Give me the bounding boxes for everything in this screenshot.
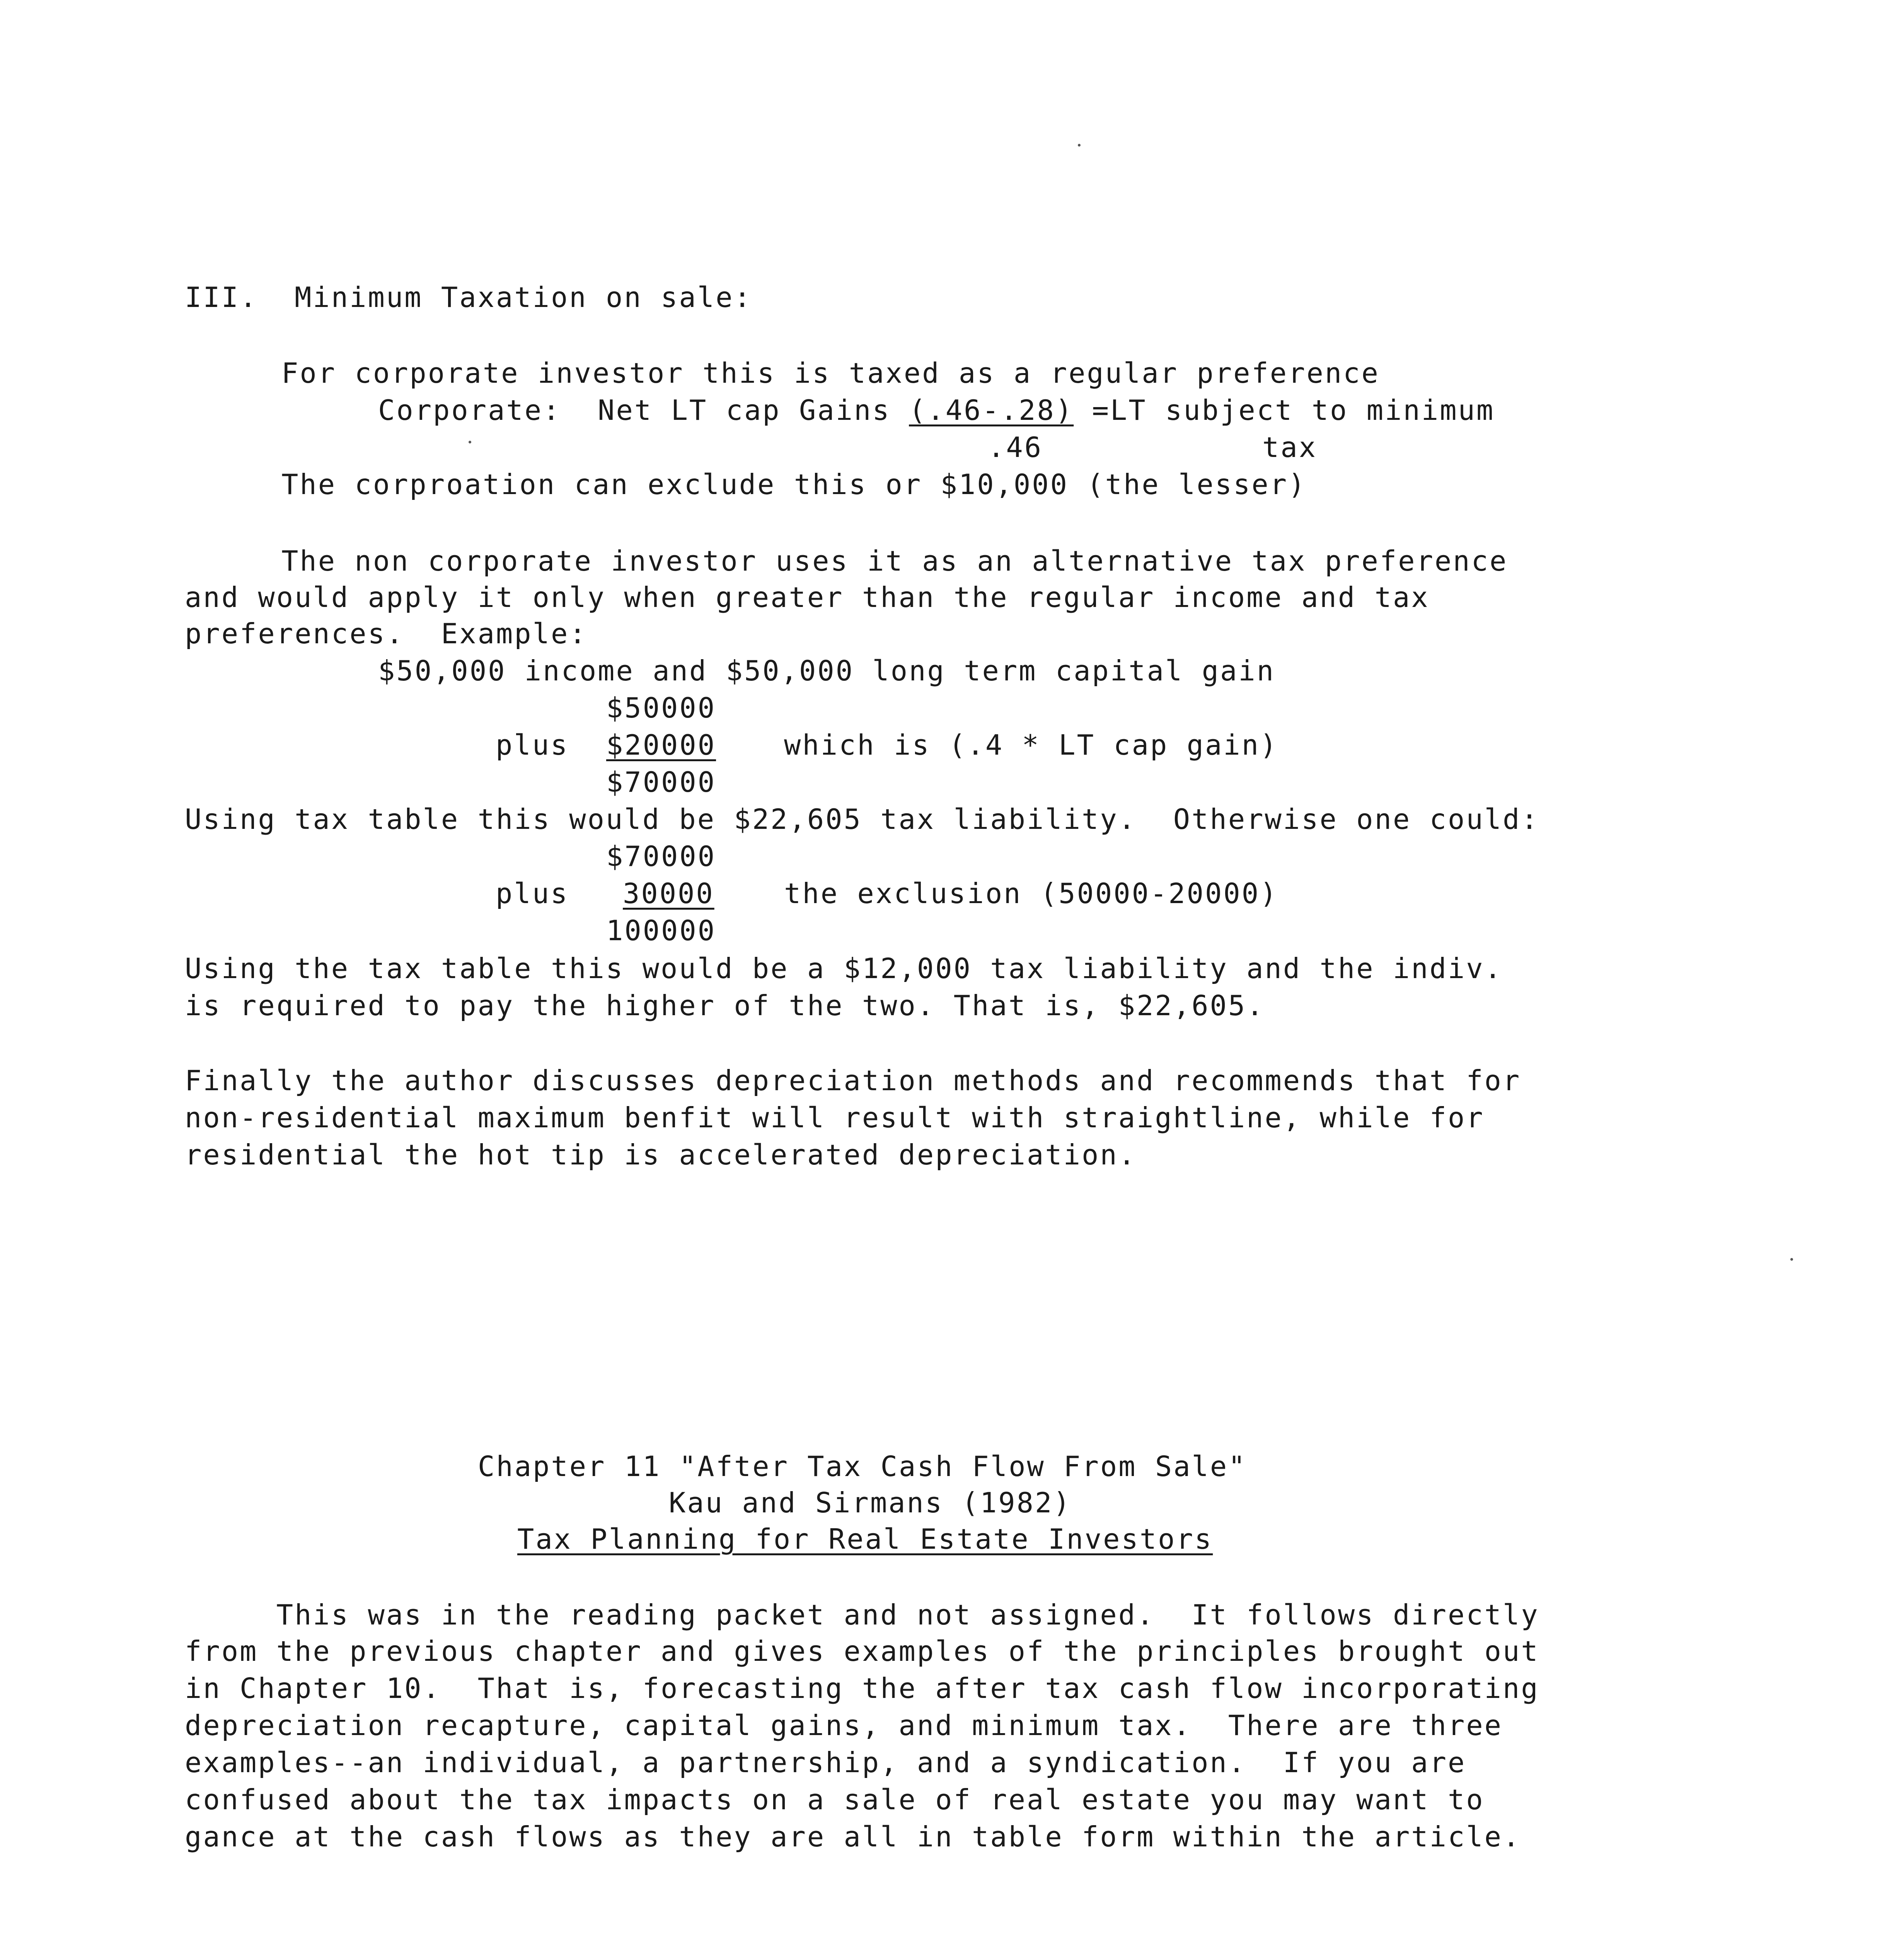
- calc2-note: the exclusion (50000-20000): [784, 877, 1278, 910]
- corporate-intro: For corporate investor this is taxed as a regular preference: [281, 357, 1380, 389]
- calc2-total: 100000: [606, 914, 716, 947]
- calc1-plus-label: plus: [496, 729, 569, 761]
- calc1-plus-value: $20000: [606, 729, 716, 761]
- calc2-plus-label: plus: [496, 877, 569, 910]
- corporate-formula-tax: tax: [1262, 431, 1318, 464]
- chapter-body-line-1: This was in the reading packet and not assigned. It follows directly: [185, 1599, 1539, 1631]
- example-line: $50,000 income and $50,000 long term capital gain: [378, 655, 1275, 687]
- corporate-formula-left: Corporate: Net LT cap Gains: [378, 394, 909, 426]
- chapter-authors: Kau and Sirmans (1982): [669, 1486, 1072, 1519]
- chapter-body-line-5: examples--an individual, a partnership, and a syndication. If you are: [185, 1746, 1466, 1779]
- chapter-body-line-7: gance at the cash flows as they are all in table form within the article.: [185, 1820, 1521, 1853]
- corporate-formula-denominator: .46: [988, 431, 1043, 464]
- calc2-base: $70000: [606, 840, 716, 873]
- chapter-title: Chapter 11 "After Tax Cash Flow From Sale": [478, 1450, 1247, 1483]
- calc2-plus-value: 30000: [623, 877, 714, 910]
- calc1-total: $70000: [606, 766, 716, 798]
- calc2-result-line-1: Using the tax table this would be a $12,000 tax liability and the indiv.: [185, 952, 1503, 985]
- corporate-formula-right: =LT subject to minimum: [1074, 394, 1495, 426]
- scan-speck: [469, 441, 471, 443]
- calc1-note: which is (.4 * LT cap gain): [784, 729, 1278, 761]
- scan-speck: [1078, 144, 1081, 147]
- chapter-body-line-2: from the previous chapter and gives examples of the principles brought out: [185, 1635, 1539, 1667]
- depreciation-line-3: residential the hot tip is accelerated depreciation.: [185, 1139, 1137, 1171]
- corporate-exclusion: The corproation can exclude this or $10,000 (the lesser): [281, 468, 1307, 501]
- calc1-base: $50000: [606, 692, 716, 724]
- calc2-result-line-2: is required to pay the higher of the two. That is, $22,605.: [185, 989, 1265, 1022]
- depreciation-line-1: Finally the author discusses depreciation methods and recommends that for: [185, 1064, 1521, 1097]
- chapter-body-line-6: confused about the tax impacts on a sale of real estate you may want to: [185, 1783, 1485, 1816]
- section-heading: III. Minimum Taxation on sale:: [185, 281, 752, 314]
- noncorp-line-3: preferences. Example:: [185, 617, 588, 650]
- calc1-result: Using tax table this would be $22,605 tax liability. Otherwise one could:: [185, 803, 1539, 835]
- corporate-formula: [378, 393, 1495, 428]
- corporate-formula-numerator: (.46-.28): [909, 394, 1074, 426]
- noncorp-line-2: and would apply it only when greater than the regular income and tax: [185, 581, 1430, 614]
- chapter-body-line-4: depreciation recapture, capital gains, and minimum tax. There are three: [185, 1709, 1503, 1742]
- chapter-body-line-3: in Chapter 10. That is, forecasting the after tax cash flow incorporating: [185, 1672, 1539, 1705]
- chapter-book-title: Tax Planning for Real Estate Investors: [517, 1523, 1213, 1555]
- scan-speck: [1790, 1258, 1793, 1261]
- noncorp-line-1: The non corporate investor uses it as an alternative tax preference: [281, 545, 1508, 577]
- depreciation-line-2: non-residential maximum benfit will result with straightline, while for: [185, 1101, 1485, 1134]
